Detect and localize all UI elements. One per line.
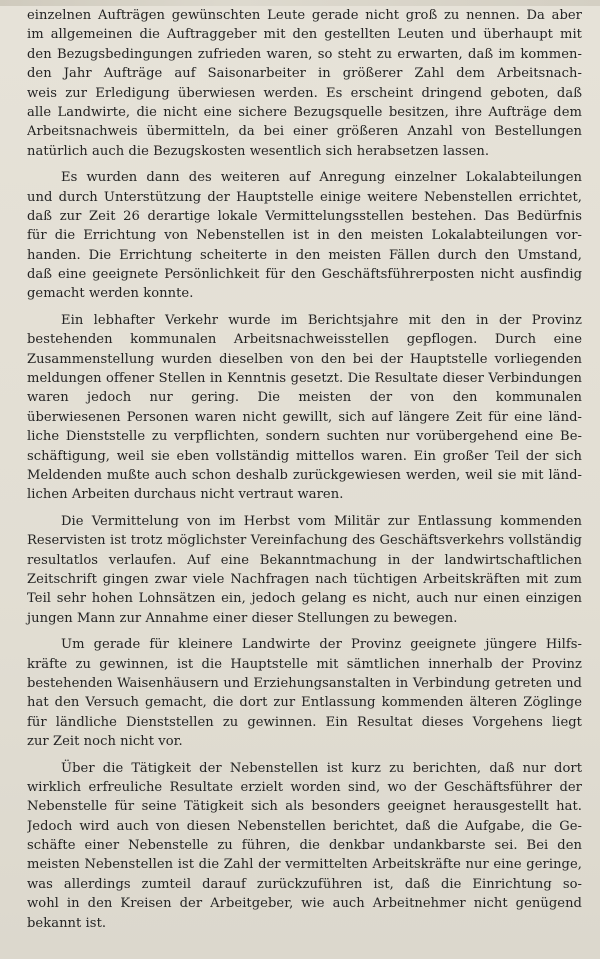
paragraph [27,6,582,161]
text-line: waren jedoch nur gering. Die meisten der von den kommunalen [27,390,582,406]
text-line: meisten Nebenstellen ist die Zahl der vermittelten Arbeitskräfte nur eine geringe, [27,857,582,873]
text-line: überwiesenen Personen waren nicht gewillt, sich auf längere Zeit für eine länd- [27,409,582,425]
text-line: Ein lebhafter Verkehr wurde im Berichtsjahre mit den in der Provinz [61,312,582,328]
text-line: wirklich erfreuliche Resultate erzielt worden sind, wo der Geschäftsführer der [27,779,582,795]
text-line: liche Dienststelle zu verpflichten, sondern suchten nur vorübergehend eine Be- [27,429,582,445]
text-line: schäftigung, weil sie eben vollständig mittellos waren. Ein großer Teil der sich [27,448,582,464]
text-line: zur Zeit noch nicht vor. [27,734,183,750]
text-line: bestehenden kommunalen Arbeitsnachweisstellen gepflogen. Durch eine [27,332,582,348]
text-line: für die Errichtung von Nebenstellen ist in den meisten Lokalabteilungen vor- [27,228,582,244]
text-line: lichen Arbeiten durchaus nicht vertraut waren. [27,487,344,503]
text-line: hat den Versuch gemacht, die dort zur Entlassung kommenden älteren Zöglinge [27,695,582,711]
text-line: kräfte zu gewinnen, ist die Hauptstelle mit sämtlichen innerhalb der Provinz [27,656,582,672]
text-line: Um gerade für kleinere Landwirte der Provinz geeignete jüngere Hilfs- [61,637,582,653]
paragraph [27,512,582,628]
text-line: Zeitschrift gingen zwar viele Nachfragen nach tüchtigen Arbeitskräften mit zum [27,571,582,587]
text-line: Nebenstelle für seine Tätigkeit sich als besonders geeignet herausgestellt hat. [27,799,582,815]
text-line: für ländliche Dienststellen zu gewinnen. Ein Resultat dieses Vorgehens liegt [27,714,582,730]
text-line: jungen Mann zur Annahme einer dieser Stellungen zu bewegen. [27,610,458,626]
text-line: handen. Die Errichtung scheiterte in den meisten Fällen durch den Umstand, [27,247,582,263]
text-line: den Jahr Aufträge auf Saisonarbeiter in größerer Zahl dem Arbeitsnach- [27,66,582,82]
paragraph [27,635,582,751]
text-line: einzelnen Aufträgen gewünschten Leute gerade nicht groß zu nennen. Da aber [27,8,582,23]
text-line: was allerdings zumteil darauf zurückzuführen ist, daß die Einrichtung so- [27,876,582,892]
text-line: Es wurden dann des weiteren auf Anregung einzelner Lokalabteilungen [61,170,582,186]
text-line: und durch Unterstützung der Hauptstelle einige weitere Nebenstellen errichtet, [27,189,582,205]
paragraph [27,759,582,934]
paragraph [27,311,582,505]
text-line: wohl in den Kreisen der Arbeitgeber, wie auch Arbeitnehmer nicht genügend [27,896,582,912]
text-line: schäfte einer Nebenstelle zu führen, die denkbar undankbarste sei. Bei den [27,838,582,854]
text-line: Teil sehr hohen Lohnsätzen ein, jedoch gelang es nicht, auch nur einen einzigen [27,591,582,607]
text-line: Reservisten ist trotz möglichster Vereinfachung des Geschäftsverkehrs vollständig [27,533,582,549]
text-line: alle Landwirte, die nicht eine sichere Bezugsquelle besitzen, ihre Aufträge dem [27,104,582,120]
paragraph [27,168,582,304]
text-line: den Bezugsbedingungen zufrieden waren, so steht zu erwarten, daß im kommen- [27,46,582,62]
text-line: bestehenden Waisenhäusern und Erziehungsanstalten in Verbindung getreten und [27,675,582,691]
text-line: Meldenden mußte auch schon deshalb zurückgewiesen werden, weil sie mit länd- [27,468,582,484]
text-line: weis zur Erledigung überwiesen werden. Es erscheint dringend geboten, daß [27,85,582,101]
text-line: Über die Tätigkeit der Nebenstellen ist kurz zu berichten, daß nur dort [61,760,582,776]
text-line: resultatlos verlaufen. Auf eine Bekanntmachung in der landwirtschaftlichen [27,552,582,568]
text-line: Zusammenstellung wurden dieselben von den bei der Hauptstelle vorliegenden [27,351,582,367]
text-line: daß zur Zeit 26 derartige lokale Vermittelungsstellen bestehen. Das Bedürfnis [27,208,582,224]
text-line: im allgemeinen die Auftraggeber mit den gestellten Leuten und überhaupt mit [27,27,582,43]
text-line: meldungen offener Stellen in Kenntnis gesetzt. Die Resultate dieser Verbindungen [27,371,582,387]
text-line: bekannt ist. [27,915,107,931]
text-line: Arbeitsnachweis übermitteln, da bei einer größeren Anzahl von Bestellungen [27,124,582,140]
text-line: gemacht werden konnte. [27,286,194,302]
text-line: natürlich auch die Bezugskosten wesentlich sich herabsetzen lassen. [27,143,490,159]
text-line: Die Vermittelung von im Herbst vom Militär zur Entlassung kommenden [61,513,582,529]
text-line: daß eine geeignete Persönlichkeit für den Geschäftsführerposten nicht ausfindig [27,267,582,283]
text-line: Jedoch wird auch von diesen Nebenstellen berichtet, daß die Aufgabe, die Ge- [27,818,582,834]
